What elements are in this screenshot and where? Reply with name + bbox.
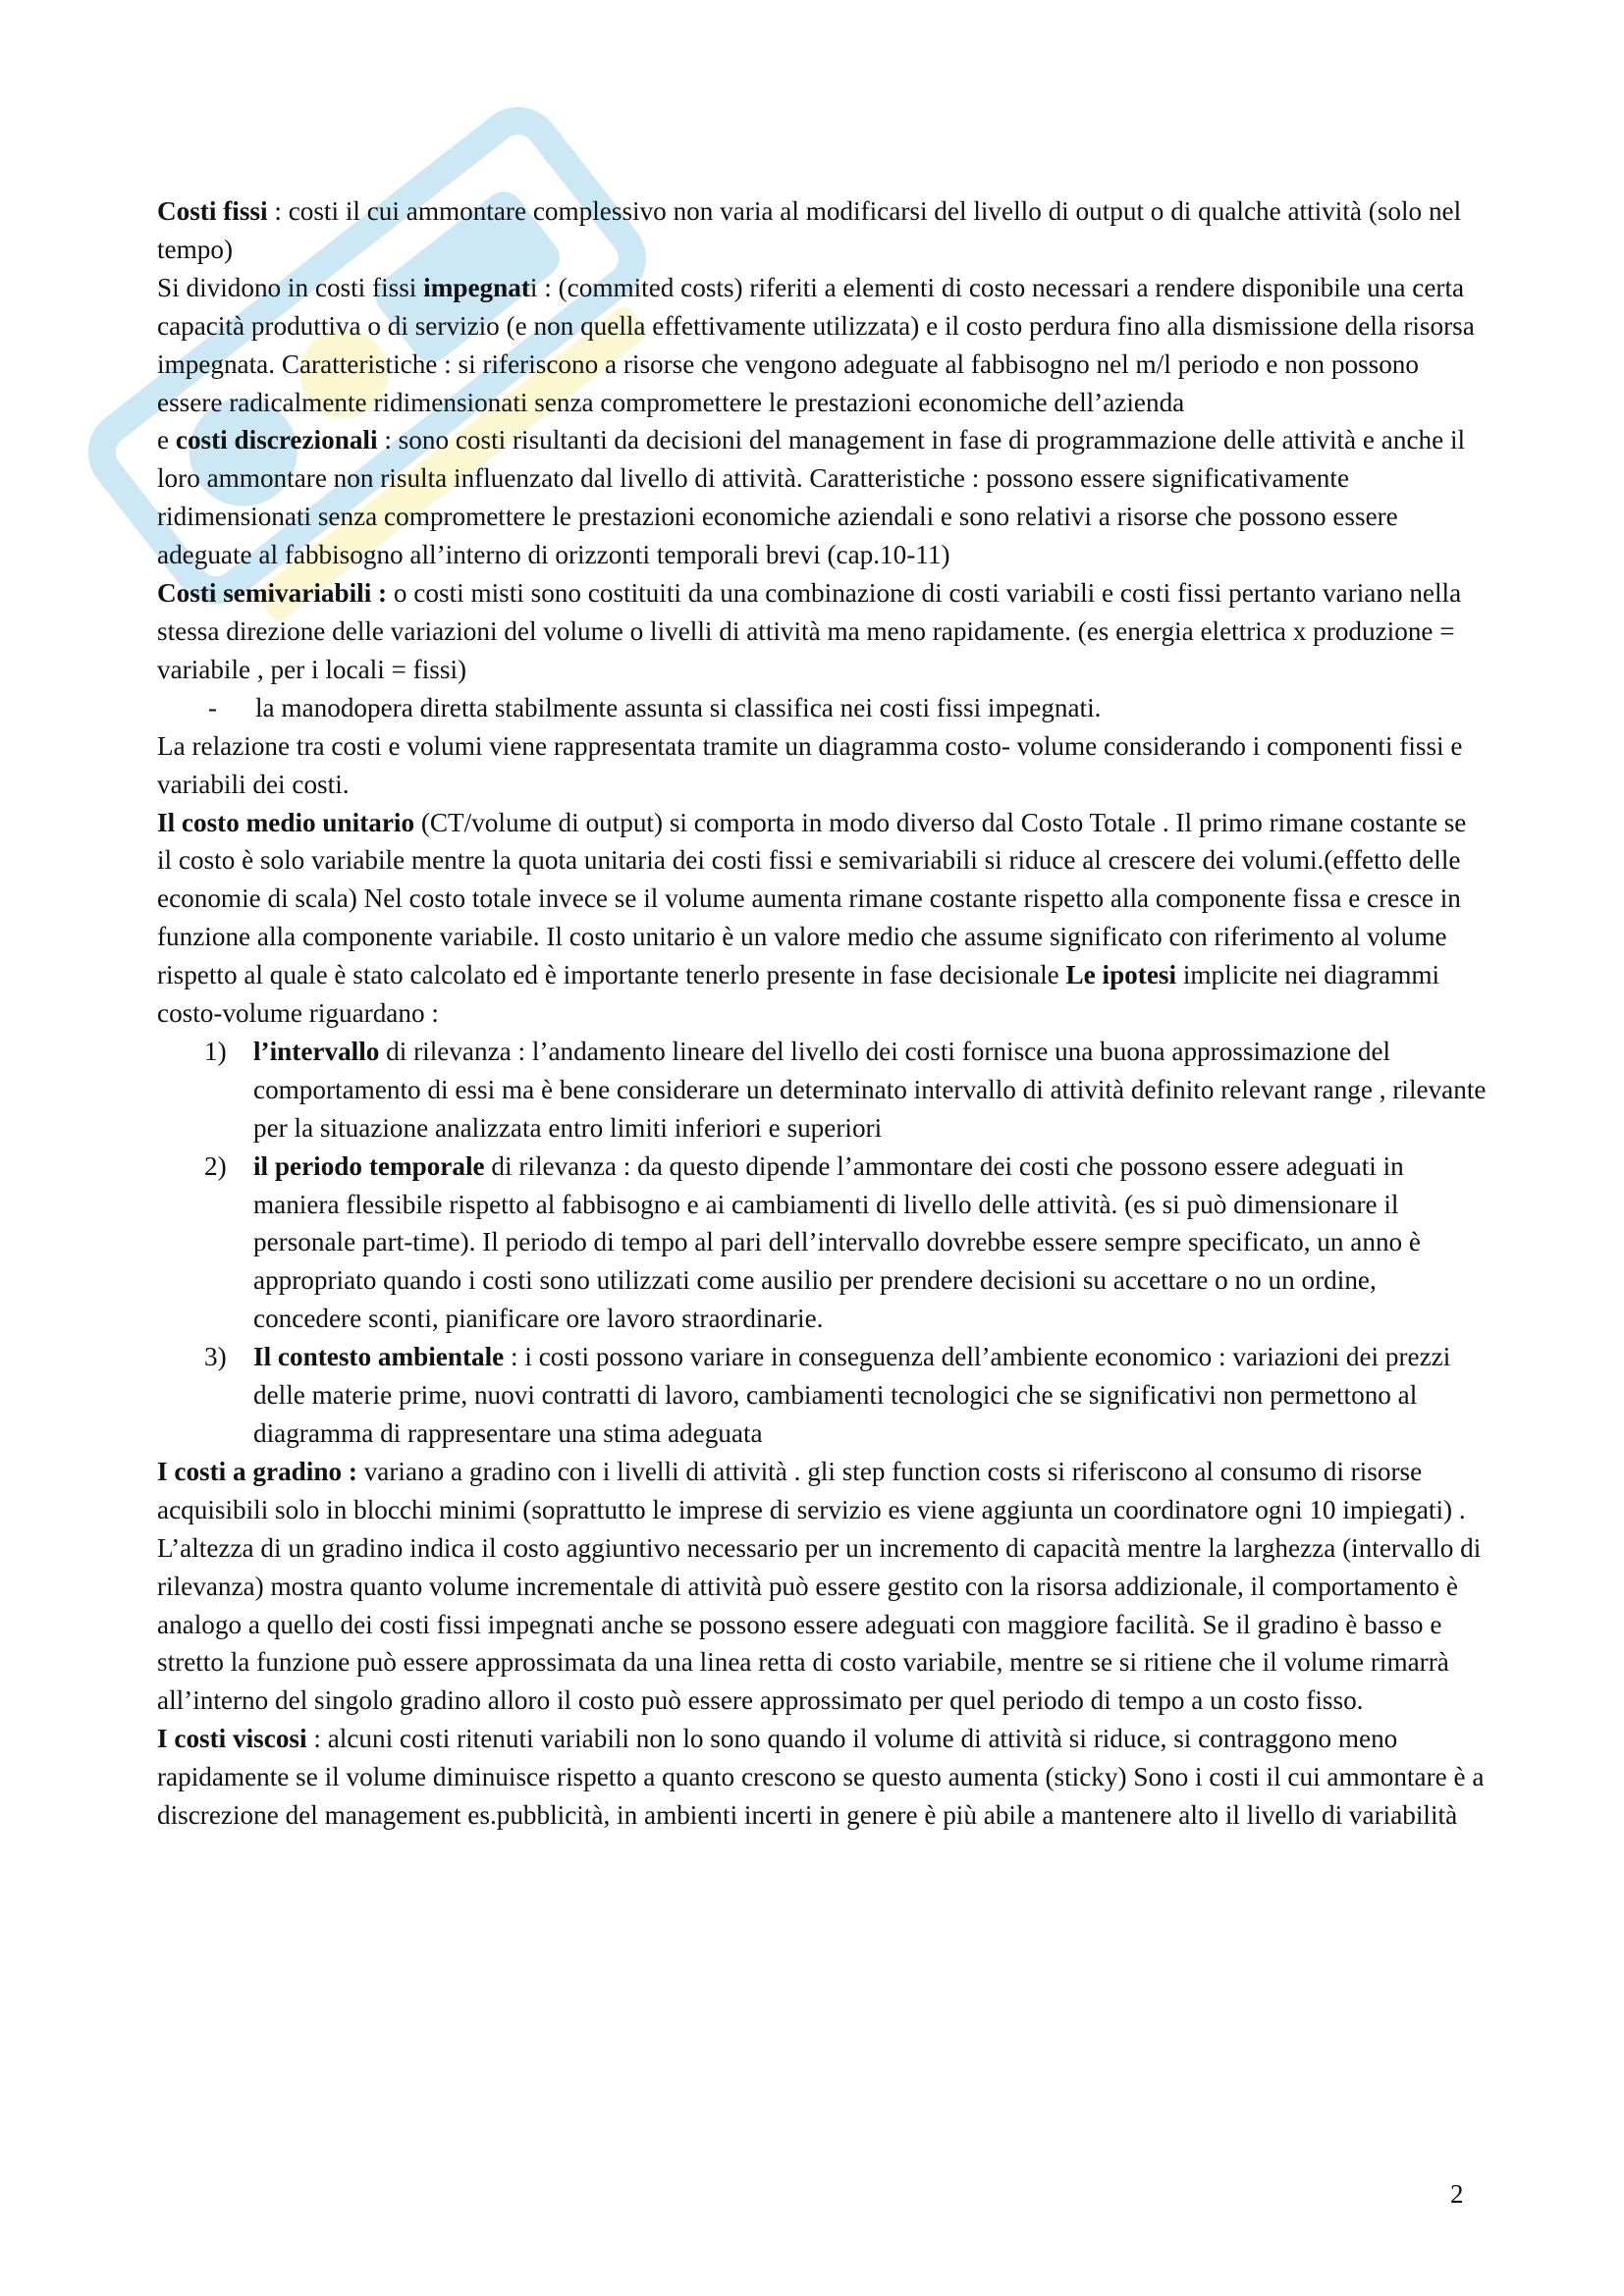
dash-bullet: - xyxy=(208,692,218,722)
paragraph-relazione: La relazione tra costi e volumi viene rappresentata tramite un diagramma costo- volume considerando i componenti fissi e variabili dei costi. xyxy=(157,730,1463,799)
list-item: 1) l’intervallo di rilevanza : l’andamento lineare del livello dei costi fornisce una buona approssimazione del comportamento di essi ma è bene considerare un determinato intervallo di attività definito relevant range , rilevante per la situazione analizzata entro limiti inferiori e superiori xyxy=(204,1036,1487,1143)
paragraph-costi-gradino: I costi a gradino : variano a gradino con i livelli di attività . gli step function costs si riferiscono al consumo di risorse acquisibili solo in blocchi minimi (soprattutto le imprese di servizio es viene aggiunta un coordinatore ogni 10 impiegati) . L’altezza di un gradino indica il costo aggiuntivo necessario per un incremento di capacità mentre la larghezza (intervallo di rilevanza) mostra quanto volume incrementale di attività può essere gestito con la risorsa addizionale, il comportamento è analogo a quello dei costi fissi impegnati anche se possono essere adeguati con maggiore facilità. Se il gradino è basso e stretto la funzione può essere approssimata da una linea retta di costo variabile, mentre se si ritiene che il volume rimarrà all’interno del singolo gradino alloro il costo può essere approssimato per quel periodo di tempo a un costo fisso. xyxy=(157,1456,1482,1716)
list-item: 2) il periodo temporale di rilevanza : da questo dipende l’ammontare dei costi che possono essere adeguati in maniera flessibile rispetto al fabbisogno e ai cambiamenti di livello delle attività. (es si può dimensionare il personale part-time). Il periodo di tempo al pari dell’intervallo dovrebbe essere sempre specificato, un anno è appropriato quando i costi sono utilizzati come ausilio per prendere decisioni su accettare o no un ordine, concedere sconti, pianificare ore lavoro straordinarie. xyxy=(204,1150,1422,1334)
paragraph-costi-viscosi: I costi viscosi : alcuni costi ritenuti variabili non lo sono quando il volume di attività si riduce, si contraggono meno rapidamente se il volume diminuisce rispetto a quanto crescono se questo aumenta (sticky) Sono i costi il cui ammontare è a discrezione del management es.pubblicità, in ambienti incerti in genere è più abile a mantenere alto il livello di variabilità xyxy=(157,1724,1485,1831)
hypotheses-list xyxy=(157,1033,1488,1453)
paragraph-impegnati: Si dividono in costi fissi impegnati : (commited costs) riferiti a elementi di costo necessari a rendere disponibile una certa capacità produttiva o di servizio (e non quella effettivamente utilizzata) e il costo perdura fino alla dismissione della risorsa impegnata. Caratteristiche : si riferiscono a risorse che vengono adeguate al fabbisogno nel m/l periodo e non possono essere radicalmente ridimensionati senza compromettere le prestazioni economiche dell’azienda xyxy=(157,272,1475,417)
list-item: 3) Il contesto ambientale : i costi possono variare in conseguenza dell’ambiente economico : variazioni dei prezzi delle materie prime, nuovi contratti di lavoro, cambiamenti tecnologici che se significativi non permettono al diagramma di rappresentare una stima adeguata xyxy=(204,1342,1451,1448)
paragraph-semivariabili: Costi semivariabili : o costi misti sono costituiti da una combinazione di costi variabili e costi fissi pertanto variano nella stessa direzione delle variazioni del volume o livelli di attività ma meno rapidamente. (es energia elettrica x produzione = variabile , per i locali = fissi) xyxy=(157,578,1462,684)
paragraph-costo-medio: Il costo medio unitario (CT/volume di output) si comporta in modo diverso dal Costo Totale . Il primo rimane costante se il costo è solo variabile mentre la quota unitaria dei costi fissi e semivariabili si riduce al crescere dei volumi.(effetto delle economie di scala) Nel costo totale invece se il volume aumenta rimane costante rispetto alla componente fissa e cresce in funzione alla componente variabile. Il costo unitario è un valore medio che assume significato con riferimento al volume rispetto al quale è stato calcolato ed è importante tenerlo presente in fase decisionale Le ipotesi implicite nei diagrammi costo-volume riguardano : xyxy=(157,807,1467,1029)
dash-list-item xyxy=(208,689,1488,727)
page-number: 2 xyxy=(1450,2179,1464,2209)
paragraph-costi-fissi: Costi fissi : costi il cui ammontare complessivo non varia al modificarsi del livello di output o di qualche attività (solo nel tempo) xyxy=(157,196,1462,264)
paragraph-discrezionali: e costi discrezionali : sono costi risultanti da decisioni del management in fase di programmazione delle attività e anche il loro ammontare non risulta influenzato dal livello di attività. Caratteristiche : possono essere significativamente ridimensionati senza compromettere le prestazioni economiche aziendali e sono relativi a risorse che possono essere adeguate al fabbisogno all’interno di orizzonti temporali brevi (cap.10-11) xyxy=(157,425,1466,570)
document-body xyxy=(157,192,1488,1835)
dash-item-text: la manodopera diretta stabilmente assunta si classifica nei costi fissi impegnati. xyxy=(255,692,1102,722)
